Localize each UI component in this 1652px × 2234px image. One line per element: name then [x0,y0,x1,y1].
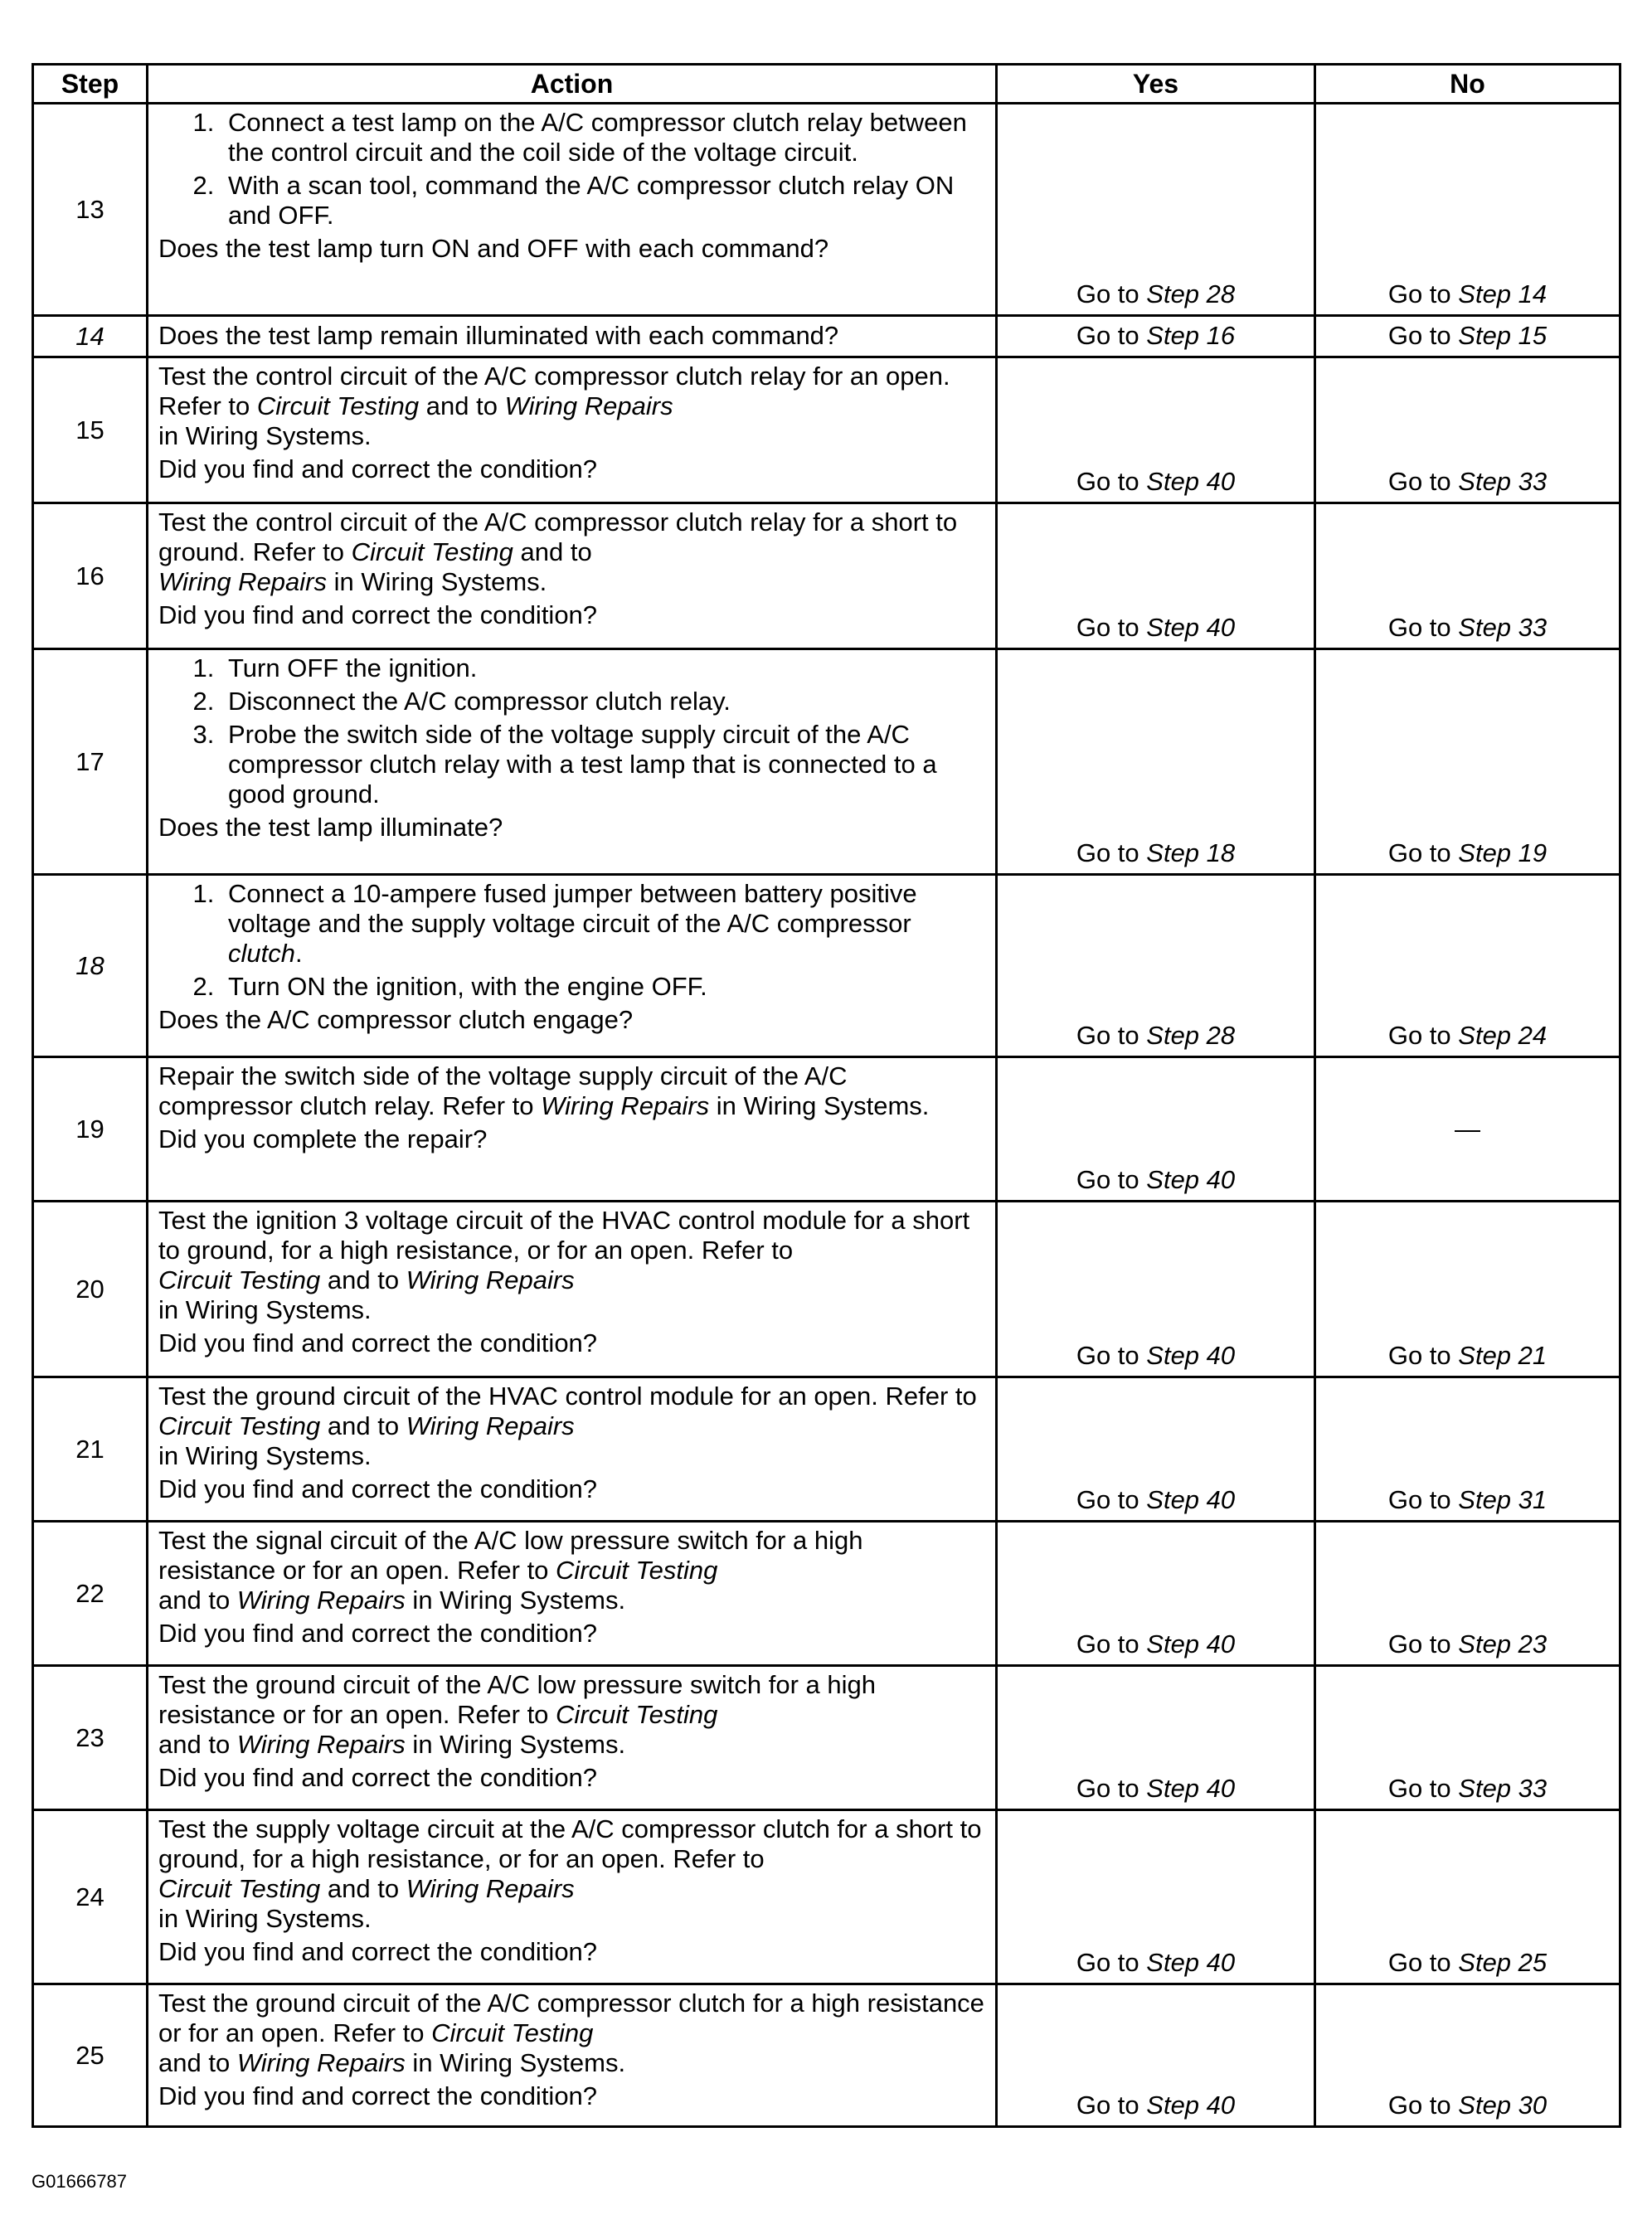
action-question: Does the test lamp illuminate? [158,813,503,842]
step-number: 21 [33,1377,148,1522]
action-step: 1. Connect a test lamp on the A/C compressor clutch relay between the control circuit and the coil side of the voltage circuit. [221,108,987,168]
step-number: 18 [75,950,104,980]
goto-step-link[interactable]: Step 15 [1458,321,1548,350]
action-question: Did you find and correct the condition? [158,454,598,483]
goto-step-link[interactable]: Step 31 [1458,1485,1548,1514]
action-text-part: in Wiring Systems. [158,1295,372,1324]
table-row [33,1057,1620,1202]
no-cell [1315,1377,1620,1522]
action-text-part: in Wiring Systems. [158,1441,372,1470]
goto-prefix: Go to [1076,1485,1147,1514]
figure-code: G01666787 [32,2171,127,2192]
yes-cell [997,1522,1315,1666]
action-text [158,1814,987,1934]
step-number: 17 [33,649,148,875]
goto-step-link[interactable]: Step 23 [1458,1629,1548,1659]
goto-step-link[interactable]: Step 28 [1146,279,1236,308]
action-text [158,1989,987,2078]
step-number: 23 [33,1666,148,1810]
action-cell [148,357,997,503]
yes-cell [997,875,1315,1057]
reference-wiring-repairs[interactable]: Wiring Repairs [236,1586,406,1615]
action-cell [148,1202,997,1377]
reference-circuit-testing[interactable]: Circuit Testing [158,1265,321,1294]
action-text-part: Test the supply voltage circuit at the A/C compressor clutch for a short to ground, for a high resistance, or for an open. Refer to [158,1814,982,1873]
goto-prefix: Go to [1076,1021,1147,1050]
action-text-part: in Wiring Systems. [158,1904,372,1933]
action-question: Did you find and correct the condition? [158,600,598,629]
step-number-cell [33,875,148,1057]
header-no: No [1315,65,1620,104]
yes-cell [997,503,1315,649]
header-yes: Yes [997,65,1315,104]
no-dash: — [1455,1114,1480,1144]
action-text-part: and to [158,1730,237,1759]
goto-prefix: Go to [1076,838,1147,867]
action-text-part: Repair the switch side of the voltage supply circuit of the A/C compressor clutch relay. Refer to [158,1061,848,1120]
table-row [33,1377,1620,1522]
table-row [33,1202,1620,1377]
goto-step-link[interactable]: Step 33 [1458,467,1548,496]
step-number-cell [33,316,148,357]
goto-prefix: Go to [1076,1165,1147,1194]
step-number: 22 [33,1522,148,1666]
reference-wiring-repairs[interactable]: Wiring Repairs [158,567,327,596]
action-cell [148,1377,997,1522]
reference-wiring-repairs[interactable]: Wiring Repairs [406,1874,575,1903]
action-question: Did you find and correct the condition? [158,1328,598,1357]
goto-step-link[interactable]: Step 16 [1146,321,1236,350]
table-row [33,875,1620,1057]
action-cell [148,316,997,357]
action-text [158,508,987,597]
action-text-part: in Wiring Systems. [405,1586,626,1615]
action-step: 2. With a scan tool, command the A/C compressor clutch relay ON and OFF. [221,171,987,231]
goto-step-link[interactable]: Step 33 [1458,613,1548,642]
reference-wiring-repairs[interactable]: Wiring Repairs [541,1091,710,1120]
goto-step-link[interactable]: Step 28 [1146,1021,1236,1050]
action-question: Did you find and correct the condition? [158,2081,598,2110]
yes-cell [997,649,1315,875]
goto-step-link[interactable]: Step 30 [1458,2091,1548,2120]
goto-prefix: Go to [1387,321,1459,350]
header-row [33,65,1620,104]
table-row [33,1810,1620,1984]
yes-cell [997,316,1315,357]
goto-prefix: Go to [1076,1341,1147,1370]
action-text-part: Test the ground circuit of the A/C low pressure switch for a high resistance or for an open. Refer to [158,1670,876,1729]
step-number: 19 [33,1057,148,1202]
goto-prefix: Go to [1076,279,1147,308]
goto-step-link[interactable]: Step 19 [1458,838,1548,867]
yes-cell [997,104,1315,316]
reference-circuit-testing[interactable]: Circuit Testing [431,2018,594,2047]
action-steps [158,108,987,231]
reference-wiring-repairs[interactable]: Wiring Repairs [406,1411,575,1440]
action-text [158,362,987,451]
action-text-part: and to [513,537,592,566]
goto-step-link[interactable]: Step 40 [1146,613,1236,642]
goto-prefix: Go to [1076,613,1147,642]
step-number: 16 [33,503,148,649]
reference-circuit-testing[interactable]: Circuit Testing [158,1874,321,1903]
reference-wiring-repairs[interactable]: Wiring Repairs [236,1730,406,1759]
no-cell [1315,357,1620,503]
step-number: 20 [33,1202,148,1377]
table-row [33,104,1620,316]
action-cell [148,104,997,316]
goto-prefix: Go to [1387,838,1459,867]
action-text-part: Test the signal circuit of the A/C low pressure switch for a high resistance or for an open. Refer to [158,1526,863,1585]
header-step: Step [33,65,148,104]
goto-step-link[interactable]: Step 40 [1146,1341,1236,1370]
action-text-part: Test the control circuit of the A/C compressor clutch relay for an open. Refer to [158,362,950,420]
goto-prefix: Go to [1387,467,1459,496]
reference-wiring-repairs[interactable]: Wiring Repairs [406,1265,575,1294]
action-text [158,1206,987,1325]
goto-prefix: Go to [1076,1774,1147,1803]
goto-prefix: Go to [1387,1774,1459,1803]
action-question: Did you find and correct the condition? [158,1619,598,1648]
action-text-part: Connect a 10-ampere fused jumper between battery positive voltage and the supply voltage circuit of the A/C compressor [228,879,917,938]
action-cell [148,1522,997,1666]
no-cell [1315,316,1620,357]
table-row [33,316,1620,357]
goto-step-link[interactable]: Step 40 [1146,467,1236,496]
no-cell [1315,1810,1620,1984]
diagnostic-table [32,63,1621,2128]
action-text [158,1382,987,1471]
action-text-part: in Wiring Systems. [709,1091,930,1120]
goto-prefix: Go to [1387,2091,1459,2120]
goto-prefix: Go to [1387,1948,1459,1977]
table-row [33,1522,1620,1666]
action-step [221,879,987,969]
action-text-part: in Wiring Systems. [327,567,547,596]
action-question: Does the A/C compressor clutch engage? [158,1005,634,1034]
yes-cell [997,357,1315,503]
yes-cell [997,1984,1315,2127]
goto-prefix: Go to [1076,1948,1147,1977]
goto-prefix: Go to [1387,279,1459,308]
goto-prefix: Go to [1387,1341,1459,1370]
goto-prefix: Go to [1076,321,1147,350]
reference-circuit-testing[interactable]: Circuit Testing [256,391,420,420]
goto-prefix: Go to [1076,467,1147,496]
goto-step-link[interactable]: Step 40 [1146,1629,1236,1659]
action-question: Did you find and correct the condition? [158,1474,598,1503]
action-text [158,1670,987,1760]
action-question: Does the test lamp turn ON and OFF with each command? [158,234,829,263]
no-cell [1315,1522,1620,1666]
reference-circuit-testing[interactable]: Circuit Testing [351,537,513,566]
action-text-part: and to [320,1874,406,1903]
action-question: Does the test lamp remain illuminated with each command? [158,321,839,350]
action-steps [158,653,987,809]
action-step: 2. Disconnect the A/C compressor clutch relay. [221,687,987,716]
yes-cell [997,1666,1315,1810]
action-cell [148,1057,997,1202]
goto-step-link[interactable]: Step 40 [1146,1948,1236,1977]
yes-cell [997,1377,1315,1522]
yes-cell [997,1810,1315,1984]
action-text-part: in Wiring Systems. [158,421,372,450]
goto-prefix: Go to [1387,1485,1459,1514]
no-cell [1315,1666,1620,1810]
action-text-part: Test the ground circuit of the HVAC control module for an open. Refer to [158,1382,977,1411]
goto-step-link[interactable]: Step 40 [1146,1774,1236,1803]
action-question: Did you find and correct the condition? [158,1763,598,1792]
action-text-part: clutch [228,939,295,968]
goto-step-link[interactable]: Step 40 [1146,1485,1236,1514]
goto-step-link[interactable]: Step 33 [1458,1774,1548,1803]
goto-step-link[interactable]: Step 40 [1146,1165,1236,1194]
table-row [33,357,1620,503]
action-step: 3. Probe the switch side of the voltage supply circuit of the A/C compressor clutch relay with a test lamp that is connected to a good ground. [221,720,987,809]
action-text-part: and to [158,2048,237,2077]
action-text [158,1526,987,1615]
action-text-part: and to [158,1586,237,1615]
action-text-part: Test the control circuit of the A/C compressor clutch relay for a short to ground. Refer to [158,508,958,566]
action-cell [148,1666,997,1810]
reference-circuit-testing[interactable]: Circuit Testing [556,1700,718,1729]
goto-step-link[interactable]: Step 25 [1458,1948,1548,1977]
action-cell [148,1810,997,1984]
table-row [33,1666,1620,1810]
action-cell [148,503,997,649]
action-question: Did you find and correct the condition? [158,1937,598,1966]
goto-prefix: Go to [1387,613,1459,642]
action-text-part: in Wiring Systems. [405,1730,626,1759]
diagnostic-table-sheet [32,63,1619,2128]
reference-circuit-testing[interactable]: Circuit Testing [158,1411,321,1440]
goto-prefix: Go to [1076,2091,1147,2120]
goto-prefix: Go to [1387,1021,1459,1050]
no-cell [1315,503,1620,649]
table-row [33,1984,1620,2127]
action-text-part: . [294,939,303,968]
action-text-part: and to [320,1265,406,1294]
action-text [158,1061,987,1121]
action-step: 2. Turn ON the ignition, with the engine OFF. [221,972,987,1002]
header-action: Action [148,65,997,104]
step-number: 14 [75,321,104,351]
no-cell [1315,1984,1620,2127]
no-cell [1315,649,1620,875]
no-cell [1315,104,1620,316]
action-steps [158,879,987,1002]
yes-cell [997,1202,1315,1377]
table-row [33,649,1620,875]
goto-step-link[interactable]: Step 21 [1458,1341,1548,1370]
action-question: Did you complete the repair? [158,1124,488,1153]
goto-step-link[interactable]: Step 24 [1458,1021,1548,1050]
reference-circuit-testing[interactable]: Circuit Testing [556,1556,718,1585]
table-row [33,503,1620,649]
action-text-part: and to [320,1411,406,1440]
step-number: 25 [33,1984,148,2127]
action-text-part: Test the ground circuit of the A/C compressor clutch for a high resistance or for an open. Refer to [158,1989,984,2047]
goto-step-link[interactable]: Step 40 [1146,2091,1236,2120]
reference-wiring-repairs[interactable]: Wiring Repairs [236,2048,406,2077]
no-cell [1315,1202,1620,1377]
goto-prefix: Go to [1076,1629,1147,1659]
action-step: 1. Turn OFF the ignition. [221,653,987,683]
action-text-part: and to [419,391,505,420]
action-text-part: Test the ignition 3 voltage circuit of the HVAC control module for a short to ground, for a high resistance, or for an open. Refer to [158,1206,970,1265]
step-number: 15 [33,357,148,503]
action-cell [148,1984,997,2127]
goto-step-link[interactable]: Step 18 [1146,838,1236,867]
action-cell [148,875,997,1057]
goto-prefix: Go to [1387,1629,1459,1659]
no-cell [1315,1057,1620,1202]
no-cell [1315,875,1620,1057]
yes-cell [997,1057,1315,1202]
action-cell [148,649,997,875]
step-number: 24 [33,1810,148,1984]
step-number: 13 [33,104,148,316]
goto-step-link[interactable]: Step 14 [1458,279,1548,308]
reference-wiring-repairs[interactable]: Wiring Repairs [504,391,673,420]
action-text-part: in Wiring Systems. [405,2048,626,2077]
